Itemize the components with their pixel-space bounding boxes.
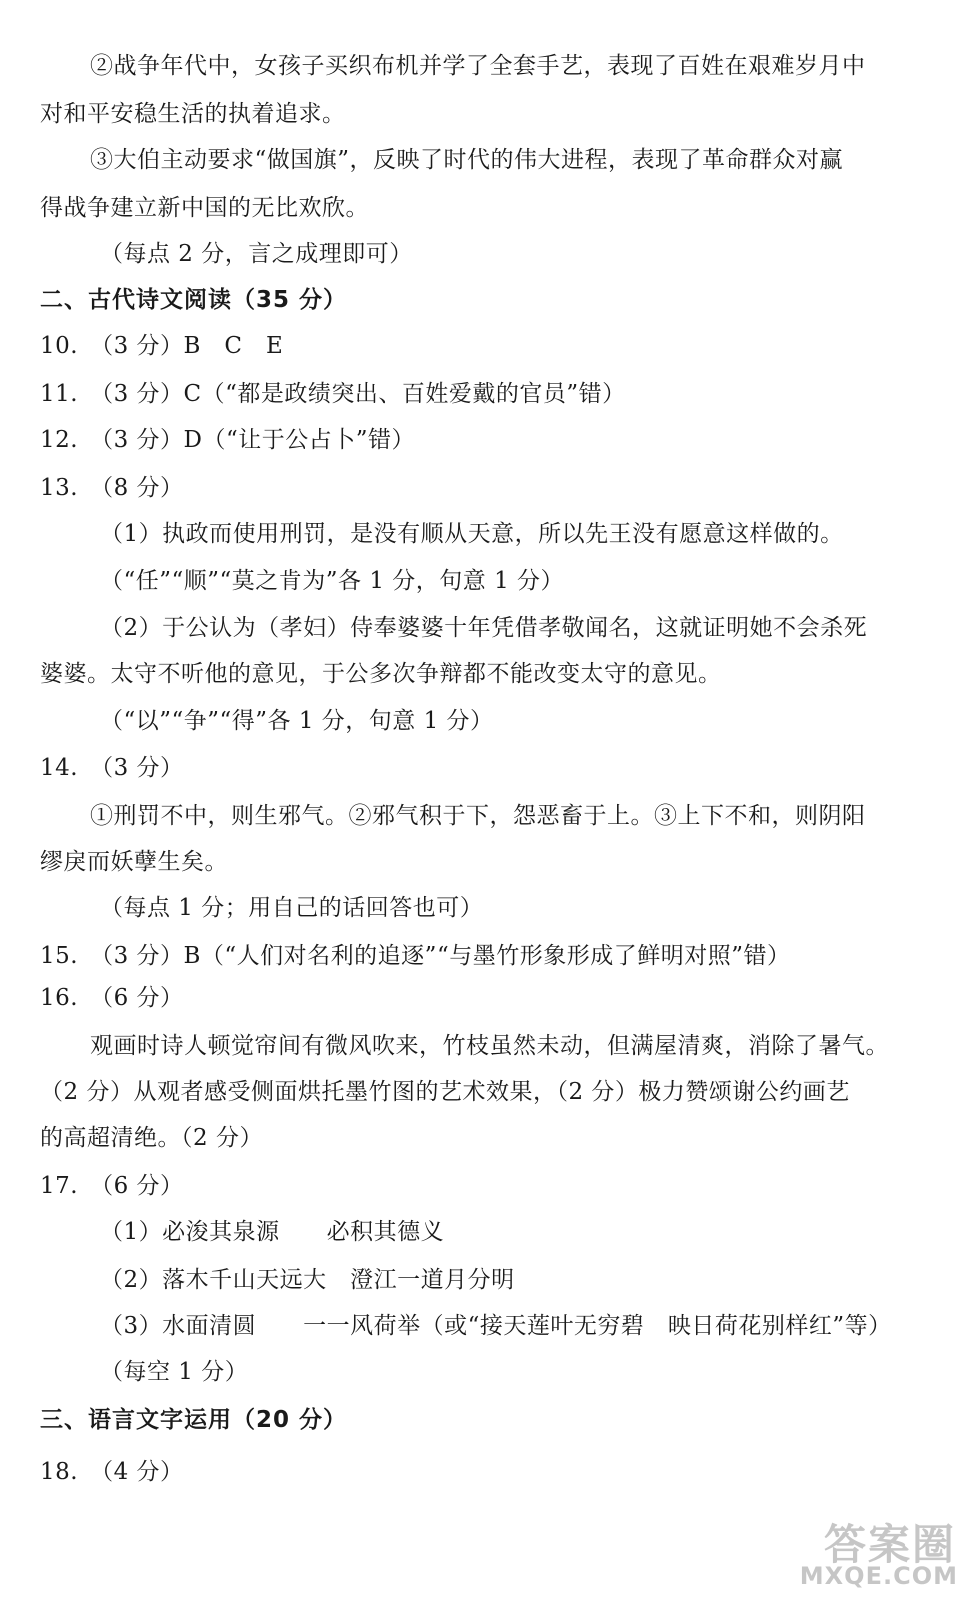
answer-line: （2 分）从观者感受侧面烘托墨竹图的艺术效果，（2 分）极力赞颂谢公约画艺 [40,1079,850,1105]
watermark-domain-text: MXQE.COM [799,1562,958,1590]
question-number: 14. （3 分） [40,755,184,781]
question-number: 18. （4 分） [40,1459,184,1485]
question-number: 16. （6 分） [40,985,184,1011]
answer-line: 对和平安稳生活的执着追求。 [40,101,346,127]
section-heading: 三、语言文字运用（20 分） [40,1407,348,1433]
answer-line: （3）水面清圆 一一风荷举（或“接天莲叶无穷碧 映日荷花别样红”等） [100,1313,892,1339]
question-answer: 11. （3 分）C（“都是政绩突出、百姓爱戴的官员”错） [40,381,626,407]
answer-line: （2）落木千山天远大 澄江一道月分明 [100,1267,515,1293]
score-note: （每空 1 分） [100,1359,249,1385]
answer-line: ③大伯主动要求“做国旗”，反映了时代的伟大进程，表现了革命群众对赢 [90,147,844,173]
answer-line: （1）执政而使用刑罚，是没有顺从天意，所以先王没有愿意这样做的。 [100,521,844,547]
score-note: （“以”“争”“得”各 1 分，句意 1 分） [100,708,494,734]
answer-line: 观画时诗人顿觉帘间有微风吹来，竹枝虽然未动，但满屋清爽，消除了暑气。 [90,1033,889,1059]
section-heading: 二、古代诗文阅读（35 分） [40,287,348,313]
question-number: 13. （8 分） [40,475,184,501]
answer-line: 的高超清绝。（2 分） [40,1125,263,1151]
question-answer: 15. （3 分）B（“人们对名利的追逐”“与墨竹形象形成了鲜明对照”错） [40,943,791,969]
answer-line: ①刑罚不中，则生邪气。②邪气积于下，怨恶畜于上。③上下不和，则阴阳 [90,803,866,829]
watermark-logo-text: 答案圈 [823,1520,956,1569]
answer-line: 缪戾而妖孽生矣。 [40,849,228,875]
answer-line: （1）必浚其泉源 必积其德义 [100,1219,445,1245]
score-note: （每点 1 分；用自己的话回答也可） [100,895,484,921]
answer-line: ②战争年代中，女孩子买织布机并学了全套手艺，表现了百姓在艰难岁月中 [90,53,866,79]
question-answer: 12. （3 分）D（“让于公占卜”错） [40,427,415,453]
question-answer: 10. （3 分）B C E [40,333,284,359]
watermark-logo [782,1510,962,1590]
answer-line: （2）于公认为（孝妇）侍奉婆婆十年凭借孝敬闻名，这就证明她不会杀死 [100,615,868,641]
score-note: （“任”“顺”“莫之肯为”各 1 分，句意 1 分） [100,568,565,594]
score-note: （每点 2 分，言之成理即可） [100,241,413,267]
answer-line: 得战争建立新中国的无比欢欣。 [40,195,369,221]
question-number: 17. （6 分） [40,1173,184,1199]
answer-line: 婆婆。太守不听他的意见，于公多次争辩都不能改变太守的意见。 [40,661,722,687]
